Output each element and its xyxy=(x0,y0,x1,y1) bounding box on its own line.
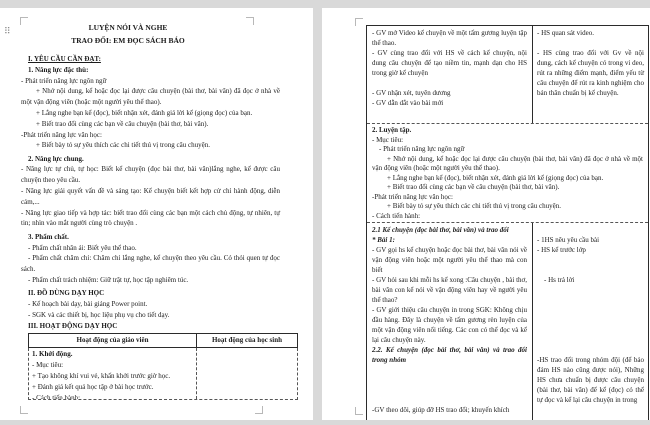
document-page-left xyxy=(0,8,313,420)
text-line: + Nhớ nội dung, kể hoặc đọc lại được câu chuyện (bài thơ, bài văn) đã đọc ở nhà về một vận động viên (hoặc một người yêu thể thao). xyxy=(21,87,280,107)
text-line: 2.1 Kể chuyện (đọc bài thơ, bài văn) và trao đổi xyxy=(372,226,509,234)
text-line: - Phát triển năng lực ngôn ngữ xyxy=(21,76,107,85)
text-line: - Năng lực giao tiếp và hợp tác: biết trao đổi cùng các bạn một cách chủ động, tự nhiên, tự tin; nhìn vào mắt người cùng trò chuyện . xyxy=(21,208,280,228)
student-activity-cell xyxy=(533,26,648,123)
text-line: -Phát triển năng lực văn học: xyxy=(372,192,453,201)
margin-crop-mark-icon xyxy=(255,406,263,414)
text-line: - Cách tiến hành: xyxy=(372,211,421,220)
text-line: - Phẩm chất nhân ái: Biết yêu thể thao. xyxy=(28,243,137,252)
spacer xyxy=(372,78,527,88)
text-line: III. HOẠT ĐỘNG DẠY HỌC xyxy=(28,321,118,330)
text-line: - GV dẫn dắt vào bài mới xyxy=(372,99,444,107)
text-line: - Hs trả lời xyxy=(544,276,575,284)
text-line: -Phát triển năng lực văn học: xyxy=(21,130,102,139)
spacer xyxy=(537,255,644,265)
text-line: - GV giới thiệu câu chuyện in trong SGK: Không chịu đầu hàng. Đây là chuyện về tấm gương rèn luyện của một vận động viên nổi tiếng. Các con có thể đọc và kể lại câu chuyện này. xyxy=(372,306,527,344)
text-line: - SGK và các thiết bị, học liệu phụ vụ cho tiết dạy. xyxy=(28,310,170,319)
text-line: - 1HS nêu yêu cầu bài xyxy=(537,236,600,244)
table-row-storytelling xyxy=(367,223,648,420)
margin-crop-mark-icon xyxy=(355,18,363,26)
text-line: + Nhớ nội dung, kể hoặc đọc lại được câu chuyện (bài thơ, bài văn) đã đọc ở nhà về một vận động viên (hoặc một người yêu thể thao). xyxy=(372,154,643,172)
text-line: - Năng lực giải quyết vấn đề và sáng tạo: Kể chuyện biết kết hợp cử chỉ hành động, diễn cảm,... xyxy=(21,187,280,206)
spacer xyxy=(537,225,644,235)
activity-table-right xyxy=(366,25,649,420)
warmup-row xyxy=(28,348,298,400)
text-line: - Kế hoạch bài dạy, bài giảng Power point. xyxy=(28,300,148,309)
margin-crop-mark-icon xyxy=(355,407,363,415)
text-line: - GV hỏi sau khi mỗi hs kể xong :Câu chuyện , bài thơ, bài văn con kể nói về vận động viên hay về người yêu thể thao? xyxy=(372,276,527,304)
text-line: - Cách tiến hành: xyxy=(32,393,81,400)
spacer xyxy=(537,285,644,295)
spacer xyxy=(372,385,527,395)
spacer xyxy=(372,395,527,405)
lesson-title-line2: TRAO ĐỔI: EM ĐỌC SÁCH BÁO xyxy=(71,36,185,45)
text-line: 3. Phẩm chất. xyxy=(28,232,69,241)
text-line: II. ĐỒ DÙNG DẠY HỌC xyxy=(28,289,105,298)
table-header-student: Hoạt động của học sinh xyxy=(196,334,297,347)
text-line: - Phẩm chất trách nhiệm: Giữ trật tự, học tập nghiêm túc. xyxy=(28,275,189,284)
spacer xyxy=(372,365,527,375)
text-line: + Lắng nghe bạn kể (đọc), biết nhận xét, đánh giá lời kể (giọng đọc) của bạn. xyxy=(36,108,253,117)
spacer xyxy=(537,345,644,355)
spacer xyxy=(537,305,644,315)
text-line: - HS kể trước lớp xyxy=(537,246,586,254)
spacer xyxy=(537,325,644,335)
spacer xyxy=(537,265,644,275)
text-line: - HS quan sát video. xyxy=(537,29,594,37)
text-line: 2. Năng lực chung. xyxy=(28,154,84,163)
margin-crop-mark-icon xyxy=(246,17,254,25)
text-line: + Biết trao đổi cùng các bạn về câu chuyện (bài thơ, bài văn). xyxy=(36,119,209,128)
lesson-title-line1: LUYỆN NÓI VÀ NGHE xyxy=(88,23,168,32)
text-line: I. YÊU CẦU CẦN ĐẠT: xyxy=(28,55,101,63)
text-line: - Năng lực tự chủ, tự học: Biết kể chuyện (đọc bài thơ, bài văn)lắng nghe, kể được câu chuyện theo yêu cầu. xyxy=(21,165,280,185)
text-line: -GV theo dõi, giúp đỡ HS trao đổi; khuyến khích xyxy=(372,406,510,414)
spacer xyxy=(537,315,644,325)
student-activity-cell xyxy=(533,223,648,420)
table-row-video-warmup xyxy=(367,26,648,124)
text-line: * Bài 1: xyxy=(372,236,395,244)
left-page-body-text xyxy=(21,54,280,331)
text-line: - GV cùng trao đổi với HS về cách kể chuyện, nội dung câu chuyện để tạo niềm tin, mạnh dạn cho HS trong giờ kể chuyện xyxy=(372,49,527,77)
teacher-activity-cell xyxy=(367,223,533,420)
text-line: + Biết trao đổi cùng các bạn về câu chuyện (bài thơ, bài văn). xyxy=(387,183,560,191)
text-line: 1. Năng lực đặc thù: xyxy=(28,65,89,74)
spacer xyxy=(537,38,644,48)
text-line: - Phẩm chất chăm chỉ: Chăm chỉ lắng nghe, kể chuyện theo yêu cầu. Có thói quen tự đọc sách. xyxy=(21,254,280,274)
text-line: - Mục tiêu: xyxy=(32,361,64,370)
text-line: - GV nhận xét, tuyên dương xyxy=(372,89,451,97)
margin-crop-mark-icon xyxy=(20,17,28,25)
lesson-title xyxy=(21,21,235,47)
student-activity-cell xyxy=(196,348,297,399)
text-line: + Biết bày tỏ sự yêu thích các chi tiết thú vị trong câu chuyện. xyxy=(387,202,561,210)
text-line: - HS cùng trao đổi với Gv về nội dung, cách kể chuyện có trong vi deo, rút ra những điểm mạnh, điểm yếu từ câu chuyện để rút ra kinh nghiệm cho bản thân chuẩn bị kể chuyện. xyxy=(537,49,644,97)
text-line: + Đánh giá kết quả học tập ở bài học trước. xyxy=(32,382,154,391)
margin-crop-mark-icon xyxy=(20,406,28,414)
spacer xyxy=(537,335,644,345)
activity-table-header-row xyxy=(28,333,298,348)
teacher-activity-cell xyxy=(29,348,196,399)
text-line: 2.2. Kể chuyện (đọc bài thơ, bài văn) và trao đổi trong nhóm xyxy=(372,346,527,364)
text-line: 2. Luyện tập. xyxy=(372,126,412,134)
text-line: - GV mở Video kể chuyện về một tấm gương luyện tập thể thao. xyxy=(372,29,527,47)
spacer xyxy=(372,375,527,385)
table-row-practice-section xyxy=(367,124,648,223)
spacer xyxy=(537,295,644,305)
text-line: 1. Khởi động. xyxy=(32,350,73,359)
table-move-handle-icon[interactable]: ⠿ xyxy=(4,27,11,37)
teacher-activity-cell xyxy=(367,26,533,123)
activity-table-left xyxy=(28,333,298,400)
text-line: - GV gọi hs kể chuyện hoặc đọc bài thơ, bài văn nói về vận động viên hoặc một người yêu thể thao mà con biết xyxy=(372,246,527,274)
text-line: - Phát triển năng lực ngôn ngữ xyxy=(379,145,465,153)
text-line: + Biết bày tỏ sự yêu thích các chi tiết thú vị trong câu chuyện. xyxy=(36,141,210,150)
text-line: + Tạo không khí vui vẻ, khấn khởi trước giờ học. xyxy=(32,372,171,381)
text-line: + Lắng nghe bạn kể (đọc), biết nhận xét, đánh giá lời kể (giọng đọc) của bạn. xyxy=(387,173,604,182)
text-line: - Mục tiêu: xyxy=(372,135,404,144)
table-header-teacher: Hoạt động của giáo viên xyxy=(76,336,149,345)
document-page-right xyxy=(322,8,650,420)
text-line: -HS trao đổi trong nhóm đội (để bảo đảm HS nào cũng được nói), Những HS chưa chuẩn bị được câu chuyện (bài thơ, bài văn) để kể (đọc) có thể tự đọc và kể lại câu chuyện in trong xyxy=(537,356,644,404)
